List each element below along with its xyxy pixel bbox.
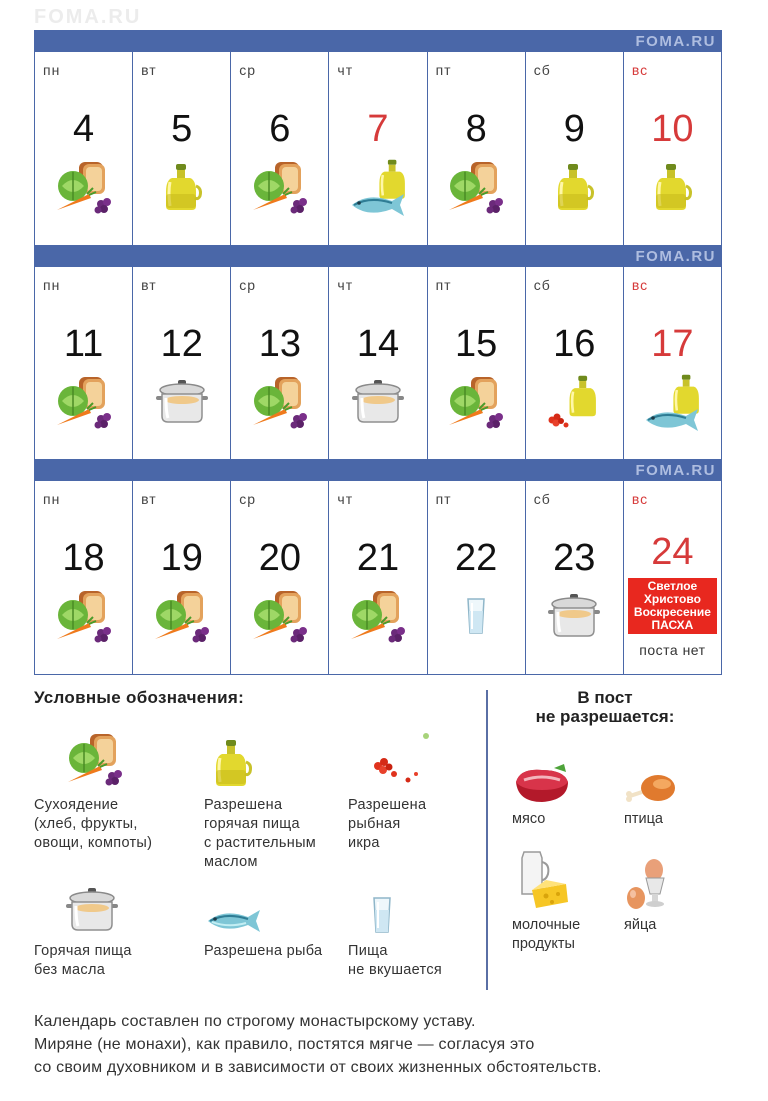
dry-food-icon — [249, 587, 311, 645]
eggs-icon — [624, 856, 672, 912]
legend-item-fish — [204, 870, 364, 961]
day-of-week: пт — [435, 491, 452, 507]
day-number: 22 — [454, 537, 498, 579]
water-glass-icon — [372, 896, 392, 934]
footnote-line: Миряне (не монахи), как правило, постятся мягче — согласуя это — [34, 1036, 535, 1053]
legend-text-line: с растительным — [204, 835, 317, 851]
cooking-pot-icon — [154, 378, 210, 426]
day-cell — [231, 267, 329, 460]
legend-item-water — [348, 870, 508, 980]
day-of-week: пт — [435, 277, 452, 293]
day-of-week: чт — [337, 62, 354, 78]
calendar-week-2 — [34, 245, 722, 461]
week-bar — [34, 459, 722, 481]
day-number: 13 — [258, 323, 301, 365]
day-number: 19 — [160, 537, 203, 579]
brand-label: FOMA.RU — [635, 33, 716, 50]
day-number: 12 — [160, 323, 203, 365]
legend-item-oil — [204, 724, 364, 872]
poultry-icon — [624, 770, 678, 806]
footnote-line: со своим духовником и в зависимости от своих жизненных обстоятельств. — [34, 1059, 602, 1076]
dry-food-icon — [249, 158, 311, 216]
day-of-week: вс — [631, 491, 649, 507]
legend-text-line: Сухоядение — [34, 797, 119, 813]
day-number: 18 — [62, 537, 105, 579]
day-number: 14 — [356, 323, 400, 365]
legend-text-line: Горячая пища — [34, 943, 132, 959]
legend-item-pot — [34, 870, 194, 980]
brand-label: FOMA.RU — [635, 462, 716, 479]
day-of-week: сб — [533, 491, 551, 507]
day-cell — [329, 52, 427, 245]
forbidden-text-line: яйца — [624, 917, 657, 933]
day-of-week: чт — [337, 277, 354, 293]
day-cell — [526, 52, 624, 245]
fish-and-oil-icon — [640, 373, 704, 431]
oil-bottle-icon — [652, 162, 692, 212]
legend-text-line: без масла — [34, 962, 106, 978]
calendar-week-3 — [34, 459, 722, 675]
day-number: 6 — [269, 108, 291, 150]
day-of-week: пт — [435, 62, 452, 78]
week-bar — [34, 245, 722, 267]
oil-bottle-icon — [212, 738, 252, 788]
day-of-week: сб — [533, 277, 551, 293]
fish-and-oil-icon — [346, 158, 410, 216]
brand-label: FOMA.RU — [635, 248, 716, 265]
dairy-icon — [512, 850, 572, 912]
day-cell — [428, 267, 526, 460]
day-number: 21 — [356, 537, 400, 579]
day-number: 11 — [63, 323, 104, 365]
day-number: 16 — [553, 323, 596, 365]
legend-text-line: Разрешена рыба — [204, 943, 323, 959]
dry-food-icon — [445, 158, 507, 216]
dry-food-icon — [347, 587, 409, 645]
legend-text-line: горячая пища — [204, 816, 300, 832]
day-cell — [526, 481, 624, 674]
forbidden-item-meat — [512, 746, 632, 829]
forbidden-text-line: молочные — [512, 917, 581, 933]
legend-text-line: не вкушается — [348, 962, 443, 978]
dry-food-icon — [151, 587, 213, 645]
forbidden-title-line: не разрешается: — [535, 707, 675, 726]
day-cell — [35, 52, 133, 245]
day-number: 17 — [651, 323, 694, 365]
day-cell — [133, 481, 231, 674]
forbidden-title — [500, 688, 710, 726]
legend-text-line: овощи, компоты) — [34, 835, 153, 851]
oil-bottle-icon — [554, 162, 594, 212]
day-of-week: вс — [631, 62, 649, 78]
legend-item-caviar — [348, 724, 508, 853]
week-bar — [34, 30, 722, 52]
easter-badge — [628, 578, 717, 634]
forbidden-title-line: В пост — [577, 688, 633, 707]
forbidden-text-line: мясо — [512, 811, 546, 827]
section-divider — [486, 690, 488, 990]
dry-food-icon — [53, 373, 115, 431]
forbidden-item-poultry — [624, 746, 744, 829]
legend-text-line: Пища — [348, 943, 388, 959]
legend-text-line: маслом — [204, 854, 258, 870]
day-cell — [329, 267, 427, 460]
day-cell — [624, 52, 722, 245]
day-number: 15 — [454, 323, 498, 365]
day-of-week: чт — [337, 491, 354, 507]
day-cell — [329, 481, 427, 674]
day-number: 7 — [367, 108, 389, 150]
day-of-week: пн — [43, 491, 61, 507]
day-cell — [428, 481, 526, 674]
easter-line: Светлое — [647, 579, 698, 593]
legend-text-line: Разрешена — [348, 797, 427, 813]
cooking-pot-icon — [64, 886, 120, 934]
day-of-week: сб — [533, 62, 551, 78]
dry-food-icon — [53, 587, 115, 645]
day-of-week: пн — [43, 62, 61, 78]
cooking-pot-icon — [350, 378, 406, 426]
day-cell — [231, 52, 329, 245]
day-cell — [526, 267, 624, 460]
dry-food-icon — [53, 158, 115, 216]
water-glass-icon — [466, 597, 486, 635]
forbidden-text-line: продукты — [512, 936, 575, 952]
day-of-week: вс — [631, 277, 649, 293]
day-cell — [624, 267, 722, 460]
day-cell — [231, 481, 329, 674]
day-number: 24 — [651, 531, 694, 573]
day-cell — [35, 481, 133, 674]
cooking-pot-icon — [546, 592, 602, 640]
easter-line: Христово — [643, 592, 701, 606]
legend-text-line: рыбная — [348, 816, 401, 832]
caviar-and-oil-icon — [544, 374, 604, 430]
day-number: 9 — [563, 108, 585, 150]
day-number: 10 — [651, 108, 694, 150]
no-fast-note: поста нет — [639, 642, 706, 658]
day-of-week: пн — [43, 277, 61, 293]
day-of-week: вт — [141, 491, 157, 507]
easter-line: Воскресение — [633, 605, 711, 619]
day-number: 23 — [553, 537, 596, 579]
day-of-week: ср — [239, 491, 257, 507]
legend-title: Условные обозначения: — [34, 688, 245, 707]
footnote — [34, 1010, 734, 1079]
day-of-week: ср — [239, 277, 257, 293]
dry-food-icon — [445, 373, 507, 431]
legend-text-line: Разрешена — [204, 797, 283, 813]
day-cell — [133, 52, 231, 245]
legend-item-dry-food — [34, 724, 194, 853]
caviar-icon — [368, 730, 432, 788]
day-of-week: вт — [141, 62, 157, 78]
forbidden-item-eggs — [624, 852, 744, 935]
legend-text-line: (хлеб, фрукты, — [34, 816, 138, 832]
day-cell-easter — [624, 481, 722, 674]
calendar-week-1 — [34, 30, 722, 246]
day-number: 4 — [73, 108, 95, 150]
day-number: 5 — [171, 108, 193, 150]
day-number: 8 — [465, 108, 487, 150]
day-number: 20 — [258, 537, 301, 579]
day-cell — [35, 267, 133, 460]
dry-food-icon — [64, 730, 126, 788]
day-of-week: вт — [141, 277, 157, 293]
day-cell — [428, 52, 526, 245]
footnote-line: Календарь составлен по строгому монастырскому уставу. — [34, 1013, 476, 1030]
easter-line: ПАСХА — [651, 618, 694, 632]
legend-text-line: икра — [348, 835, 380, 851]
oil-bottle-icon — [162, 162, 202, 212]
meat-icon — [512, 764, 572, 806]
day-cell — [133, 267, 231, 460]
foma-watermark: FOMA.RU — [34, 6, 142, 28]
fish-icon — [204, 908, 264, 934]
forbidden-item-dairy — [512, 852, 632, 954]
dry-food-icon — [249, 373, 311, 431]
forbidden-text-line: птица — [624, 811, 663, 827]
day-of-week: ср — [239, 62, 257, 78]
